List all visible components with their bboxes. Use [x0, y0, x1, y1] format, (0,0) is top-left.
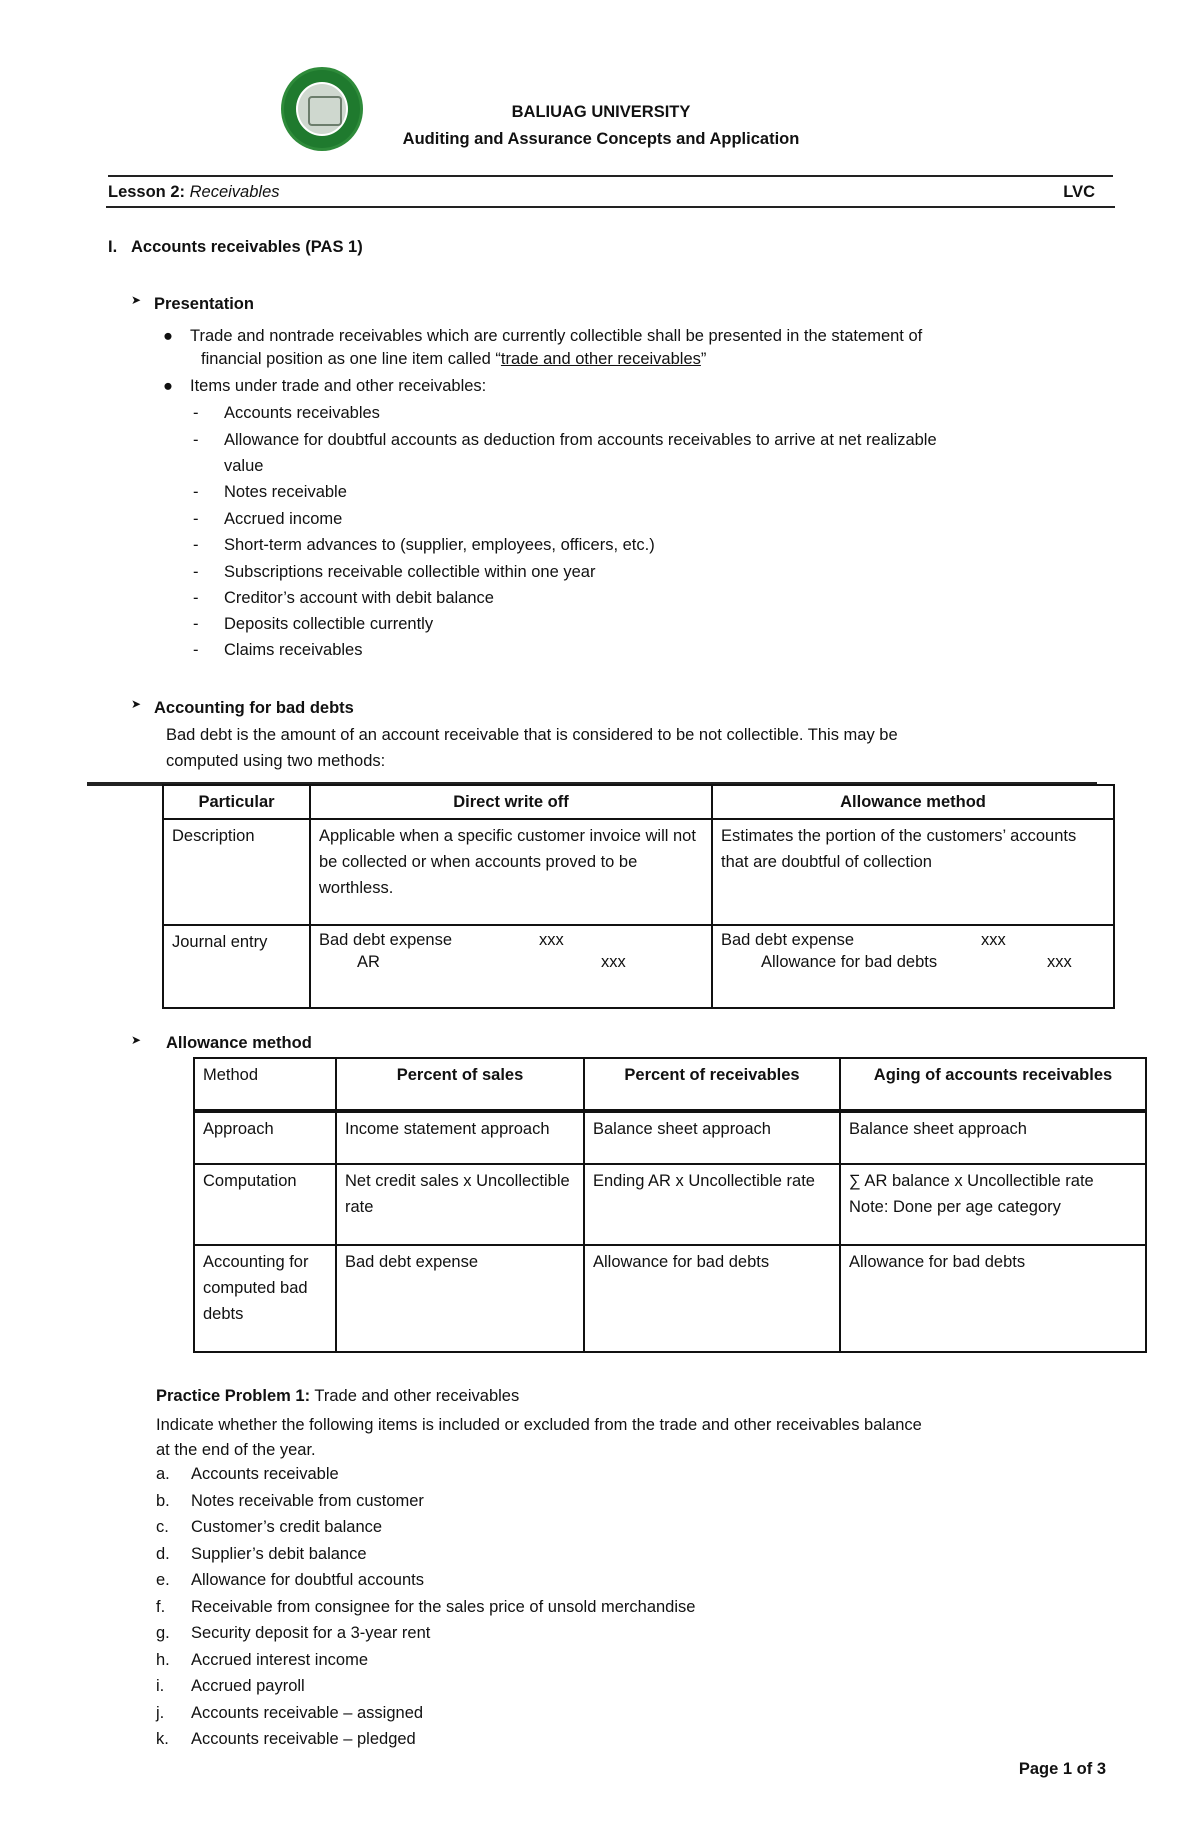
item-letter: a. — [156, 1465, 170, 1483]
header-direct-write-off: Direct write off — [310, 785, 712, 819]
header-method: Method — [194, 1058, 336, 1111]
header-particular: Particular — [163, 785, 310, 819]
allowance-method-table — [193, 1057, 1147, 1353]
dash-bullet: - — [193, 563, 199, 581]
list-item: Accrued interest income — [191, 1650, 368, 1669]
author-initials: LVC — [1063, 183, 1095, 201]
bullet-icon: ● — [163, 327, 173, 345]
arrow-bullet-icon: ➤ — [131, 1033, 142, 1047]
dash-bullet: - — [193, 483, 199, 501]
cell: Net credit sales x Uncollectible rate — [336, 1164, 584, 1245]
list-item: Accounts receivables — [224, 404, 380, 422]
practice-instructions: Indicate whether the following items is included or excluded from the trade and other receivables balance — [156, 1416, 922, 1434]
row-label: Description — [163, 819, 310, 925]
cell: Income statement approach — [336, 1111, 584, 1164]
bad-debts-text-2: computed using two methods: — [166, 752, 386, 770]
bad-debts-text: Bad debt is the amount of an account receivable that is considered to be not collectible. This may be — [166, 726, 898, 744]
note: Note: Done per age category — [849, 1198, 1061, 1216]
item-letter: d. — [156, 1544, 170, 1563]
cell: Applicable when a specific customer invoice will not be collected or when accounts proved to be worthless. — [310, 819, 712, 925]
page-number: Page 1 of 3 — [1018, 1760, 1106, 1778]
journal-entry-allowance: Bad debt expense xxx Allowance for bad debts xxx — [712, 925, 1114, 1008]
dash-bullet: - — [193, 536, 199, 554]
item-letter: c. — [156, 1518, 169, 1536]
arrow-bullet-icon: ➤ — [131, 697, 142, 711]
list-item: Deposits collectible currently — [224, 615, 434, 633]
dash-bullet: - — [193, 615, 199, 633]
divider — [108, 175, 1113, 177]
course-title: Auditing and Assurance Concepts and Application — [402, 130, 800, 148]
list-item: Security deposit for a 3-year rent — [191, 1624, 431, 1642]
dash-bullet: - — [193, 510, 199, 528]
header-aging: Aging of accounts receivables — [840, 1058, 1146, 1111]
list-item: Customer’s credit balance — [191, 1518, 383, 1536]
list-item: Claims receivables — [224, 641, 363, 659]
list-item: Allowance for doubtful accounts as deduction from accounts receivables to arrive at net realizable — [224, 431, 937, 449]
item-letter: b. — [156, 1491, 170, 1510]
list-item: Supplier’s debit balance — [191, 1544, 367, 1563]
presentation-text: Trade and nontrade receivables which are currently collectible shall be presented in the statement of — [190, 327, 923, 345]
list-item: Accounts receivable – pledged — [191, 1730, 416, 1748]
row-label: Accounting for computed bad debts — [194, 1245, 336, 1352]
dash-bullet: - — [193, 589, 199, 607]
header-allowance-method: Allowance method — [712, 785, 1114, 819]
cell: Estimates the portion of the customers’ accounts that are doubtful of collection — [712, 819, 1114, 925]
section-title: Accounts receivables (PAS 1) — [131, 238, 363, 256]
item-letter: h. — [156, 1650, 170, 1669]
presentation-text-2: financial position as one line item called “trade and other receivables” — [201, 350, 707, 368]
dash-bullet: - — [193, 641, 199, 659]
cell: Balance sheet approach — [840, 1111, 1146, 1164]
cell: Balance sheet approach — [584, 1111, 840, 1164]
list-item: Receivable from consignee for the sales price of unsold merchandise — [191, 1597, 696, 1616]
list-item: Accounts receivable — [191, 1465, 339, 1483]
list-item: Allowance for doubtful accounts — [191, 1571, 424, 1589]
practice-title: Practice Problem 1: Trade and other receivables — [156, 1387, 520, 1405]
row-label: Computation — [194, 1164, 336, 1245]
list-item: Accrued payroll — [191, 1677, 305, 1695]
list-item: Short-term advances to (supplier, employees, officers, etc.) — [224, 536, 655, 554]
cell: ∑ AR balance x Uncollectible rate Note: Done per age category — [840, 1164, 1146, 1245]
cell: Allowance for bad debts — [840, 1245, 1146, 1352]
header-percent-of-sales: Percent of sales — [336, 1058, 584, 1111]
divider — [106, 206, 1115, 208]
cell: Ending AR x Uncollectible rate — [584, 1164, 840, 1245]
section-number: I. — [108, 238, 118, 256]
practice-instructions-2: at the end of the year. — [156, 1441, 316, 1459]
lesson-label: Lesson 2: Receivables — [108, 183, 280, 201]
university-name: BALIUAG UNIVERSITY — [511, 103, 691, 121]
item-letter: i. — [156, 1677, 165, 1695]
list-item: Accrued income — [224, 510, 343, 528]
list-item: Creditor’s account with debit balance — [224, 589, 494, 607]
allowance-heading: Allowance method — [166, 1034, 312, 1052]
arrow-bullet-icon: ➤ — [131, 293, 142, 307]
item-letter: k. — [156, 1730, 169, 1748]
bad-debts-heading: Accounting for bad debts — [154, 699, 354, 717]
bullet-icon: ● — [163, 377, 173, 395]
row-label: Approach — [194, 1111, 336, 1164]
list-item: value — [224, 457, 264, 475]
list-item: Subscriptions receivable collectible within one year — [224, 563, 596, 581]
list-item: Notes receivable — [224, 483, 347, 501]
dash-bullet: - — [193, 431, 199, 449]
header-percent-of-receivables: Percent of receivables — [584, 1058, 840, 1111]
item-letter: j. — [156, 1703, 165, 1722]
bad-debt-methods-table — [162, 784, 1115, 1009]
journal-entry-direct: Bad debt expense xxx AR xxx — [310, 925, 712, 1008]
items-intro: Items under trade and other receivables: — [190, 377, 487, 395]
dash-bullet: - — [193, 404, 199, 422]
presentation-heading: Presentation — [154, 295, 254, 313]
item-letter: f. — [156, 1597, 166, 1616]
item-letter: g. — [156, 1624, 170, 1642]
cell: Allowance for bad debts — [584, 1245, 840, 1352]
list-item: Accounts receivable – assigned — [191, 1703, 424, 1722]
list-item: Notes receivable from customer — [191, 1491, 424, 1510]
item-letter: e. — [156, 1571, 170, 1589]
row-label: Journal entry — [163, 925, 310, 1008]
cell: Bad debt expense — [336, 1245, 584, 1352]
